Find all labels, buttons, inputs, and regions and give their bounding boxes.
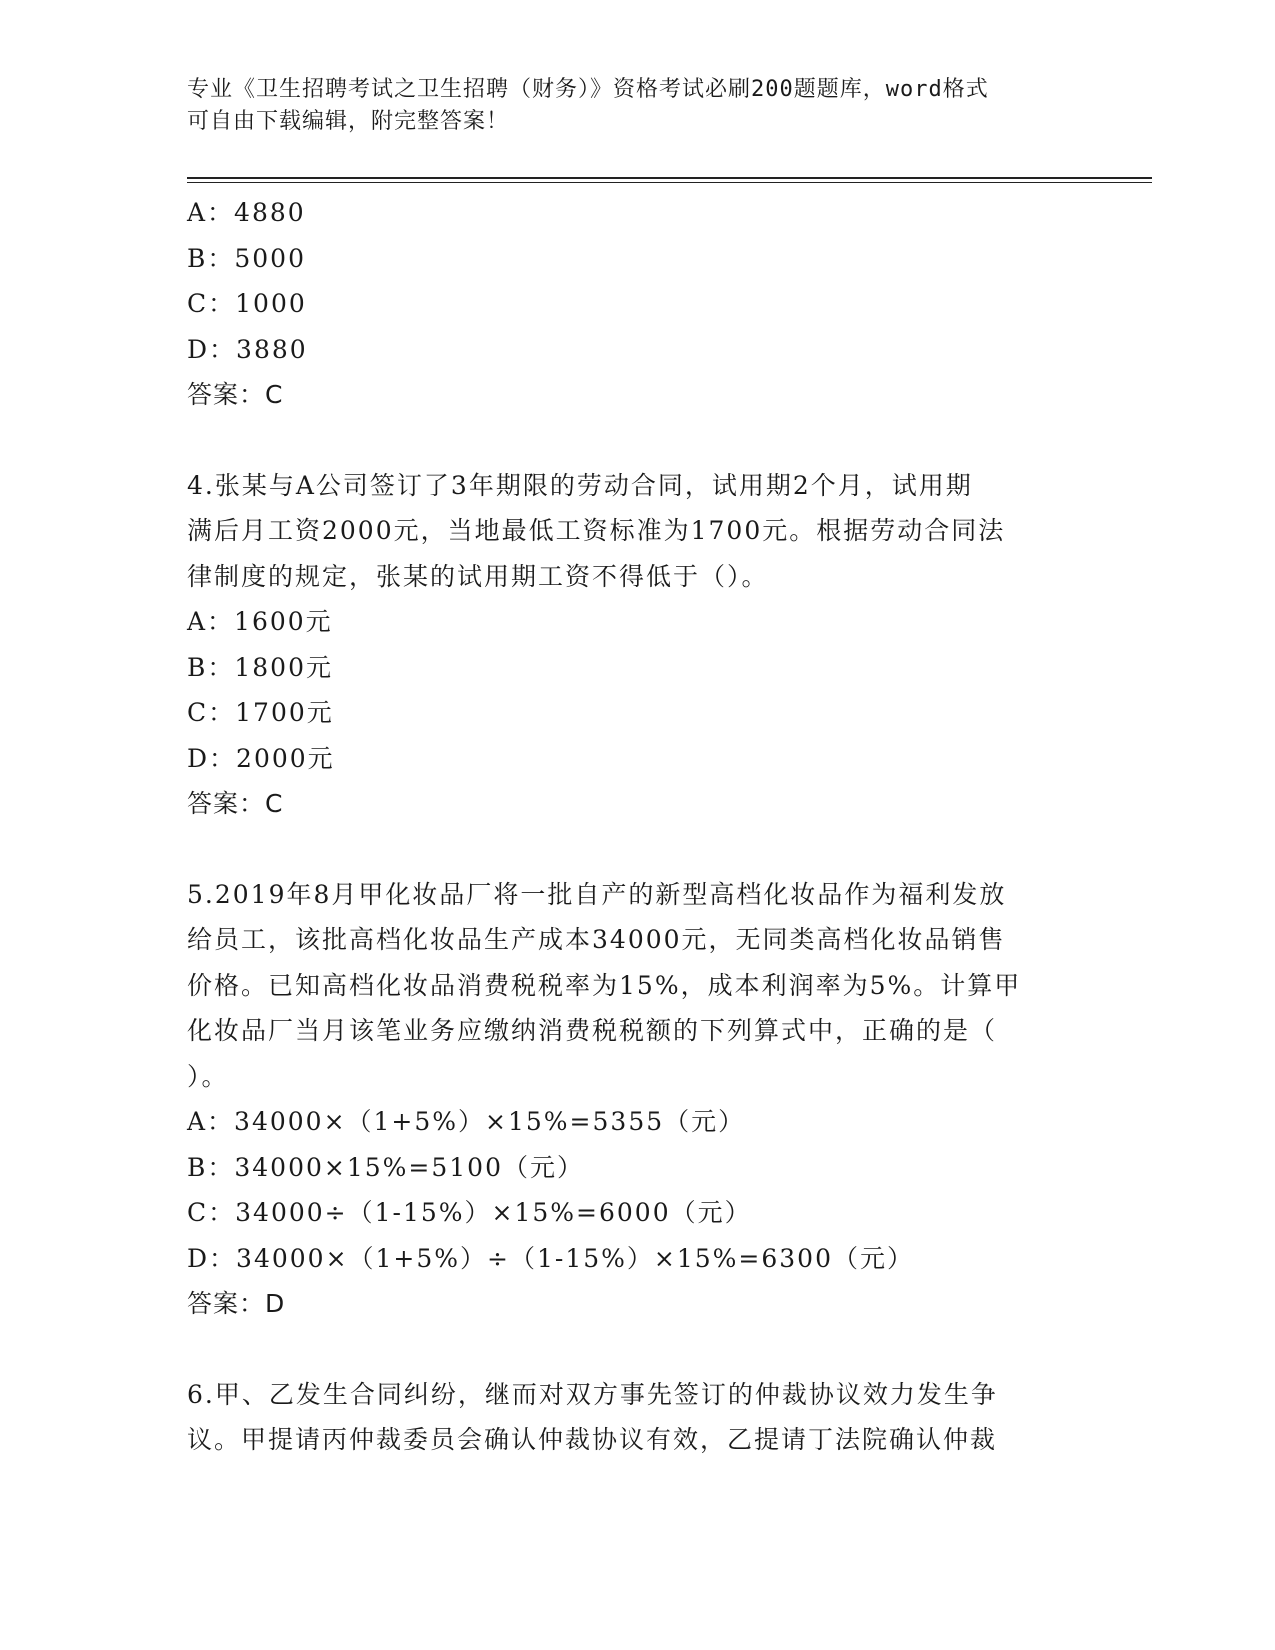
option-d: D：2000元 [187, 743, 335, 773]
question-stem-line: 满后月工资2000元，当地最低工资标准为1700元。根据劳动合同法 [187, 516, 1006, 545]
question-4 [187, 463, 1067, 827]
option-b: B：34000×15%=5100（元） [187, 1152, 584, 1182]
option-a: A：4880 [187, 198, 306, 227]
answer-label: 答案：C [187, 380, 284, 409]
document-body [187, 190, 1067, 1463]
option-a: A：34000×（1+5%）×15%=5355（元） [187, 1107, 746, 1136]
question-stem-line: 化妆品厂当月该笔业务应缴纳消费税税额的下列算式中，正确的是（ [187, 1016, 998, 1045]
spacer [187, 418, 1067, 463]
question-stem-line: 议。甲提请丙仲裁委员会确认仲裁协议有效，乙提请丁法院确认仲裁 [187, 1425, 998, 1454]
header-title-line-1: 专业《卫生招聘考试之卫生招聘（财务）》资格考试必刷200题题库，word格式 [187, 77, 989, 102]
question-5 [187, 872, 1067, 1327]
header-title-line-2: 可自由下载编辑，附完整答案！ [187, 109, 510, 134]
option-b: B：5000 [187, 243, 306, 273]
question-3 [187, 190, 1067, 418]
option-d: D：34000×（1+5%）÷（1-15%）×15%=6300（元） [187, 1243, 914, 1273]
question-stem-line: 5.2019年8月甲化妆品厂将一批自产的新型高档化妆品作为福利发放 [187, 879, 1007, 909]
answer-label: 答案：D [187, 1289, 286, 1318]
option-b: B：1800元 [187, 652, 333, 682]
option-c: C：1700元 [187, 698, 334, 727]
question-stem-line: 4.张某与A公司签订了3年期限的劳动合同，试用期2个月，试用期 [187, 470, 973, 500]
question-stem-line: 律制度的规定，张某的试用期工资不得低于（）。 [187, 561, 769, 591]
spacer [187, 1327, 1067, 1372]
question-stem-line: 6.甲、乙发生合同纠纷，继而对双方事先签订的仲裁协议效力发生争 [187, 1379, 998, 1409]
option-c: C：34000÷（1-15%）×15%=6000（元） [187, 1198, 752, 1227]
question-stem-line: ）。 [187, 1061, 229, 1091]
option-a: A：1600元 [187, 607, 333, 636]
document-header [187, 74, 1067, 138]
answer-label: 答案：C [187, 789, 284, 818]
spacer [187, 827, 1067, 872]
header-divider-thin [187, 182, 1152, 183]
option-c: C：1000 [187, 289, 307, 318]
header-divider-thick [187, 177, 1152, 179]
question-stem-line: 给员工，该批高档化妆品生产成本34000元，无同类高档化妆品销售 [187, 925, 1006, 954]
option-d: D：3880 [187, 334, 308, 364]
question-stem-line: 价格。已知高档化妆品消费税税率为15%，成本利润率为5%。计算甲 [187, 970, 1022, 1000]
question-6 [187, 1372, 1067, 1463]
